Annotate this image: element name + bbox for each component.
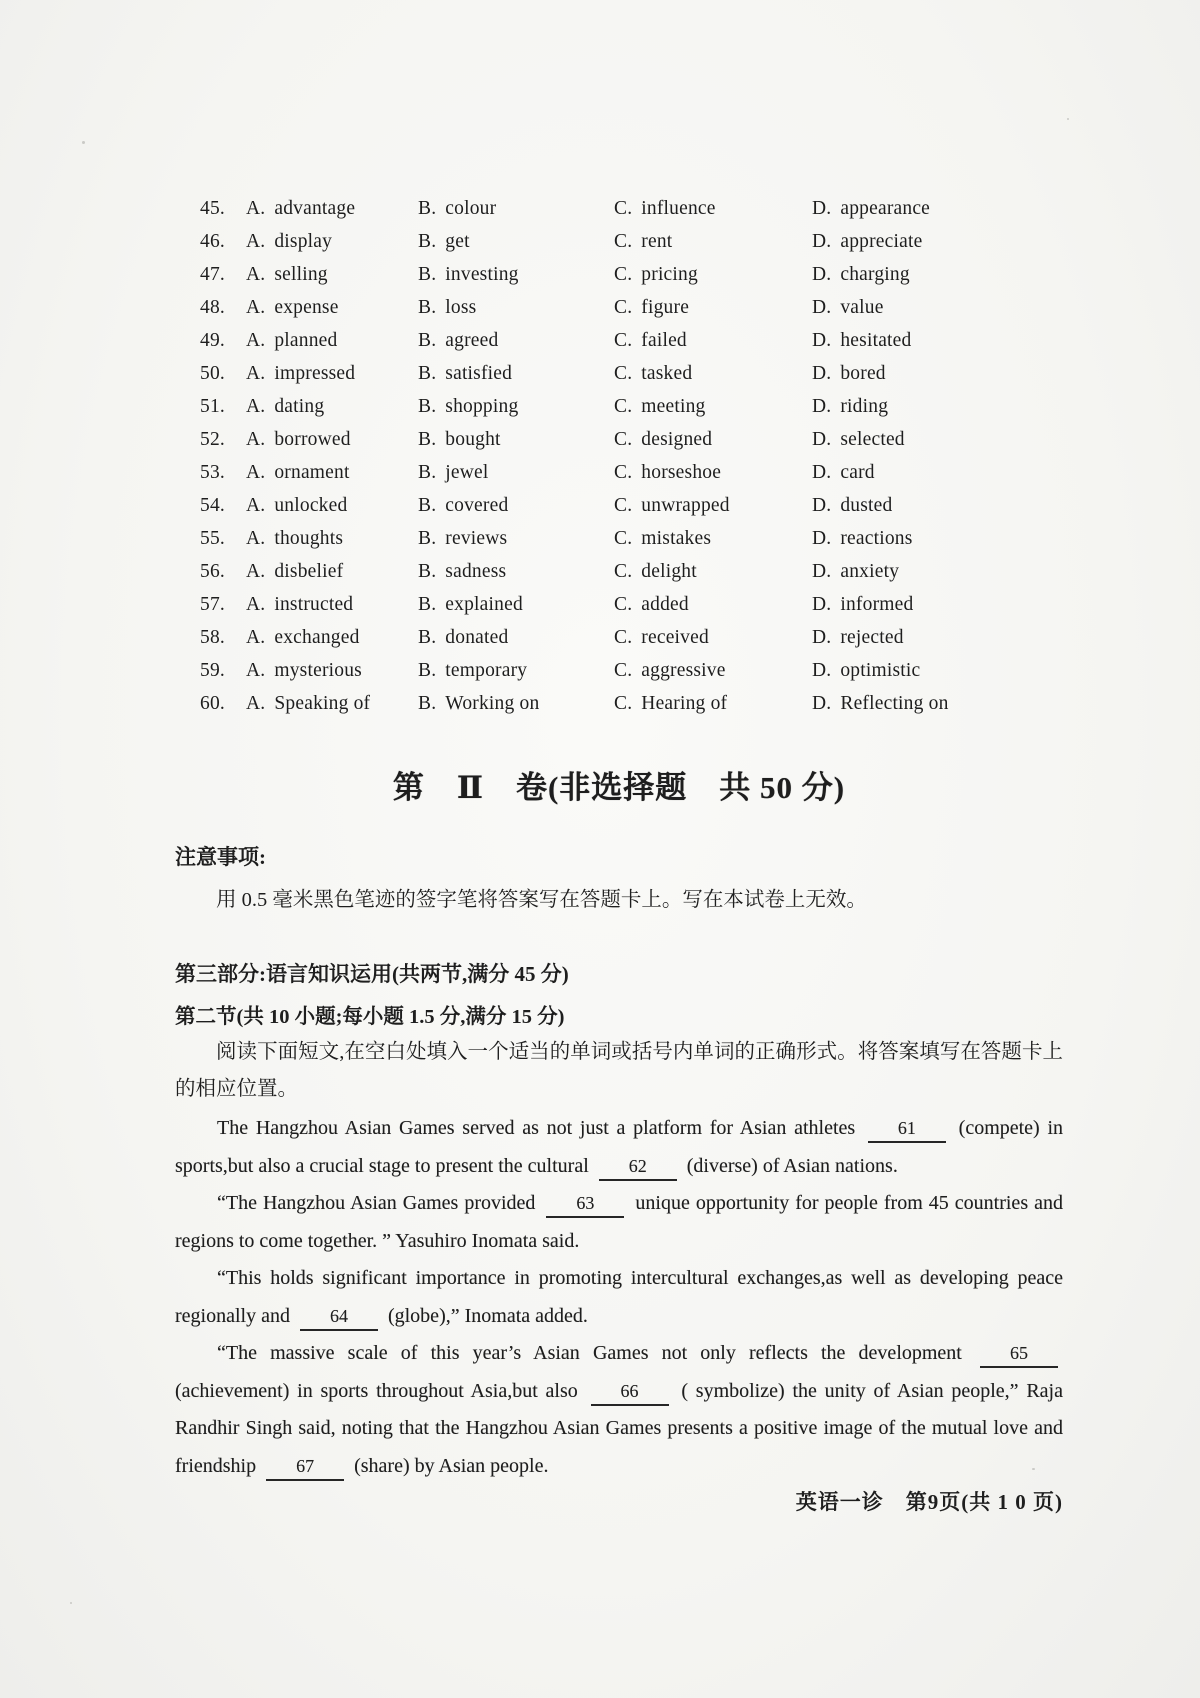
mcq-row xyxy=(200,687,1063,720)
option-text: failed xyxy=(641,330,687,351)
option-text: pricing xyxy=(641,264,698,285)
option-letter: B. xyxy=(418,264,437,285)
option-letter: B. xyxy=(418,198,437,219)
option-letter: B. xyxy=(418,627,437,648)
mcq-option-a xyxy=(246,654,418,687)
option-letter: D. xyxy=(812,198,832,219)
mcq-option-b xyxy=(418,621,614,654)
mcq-row xyxy=(200,423,1063,456)
question-number: 52. xyxy=(200,429,225,450)
mcq-option-b xyxy=(418,687,614,720)
option-text: temporary xyxy=(445,660,528,681)
option-letter: A. xyxy=(246,660,266,681)
option-text: influence xyxy=(641,198,716,219)
question-number: 54. xyxy=(200,495,225,516)
question-number: 59. xyxy=(200,660,225,681)
option-text: added xyxy=(641,594,689,615)
cloze-blank: 63 xyxy=(546,1193,624,1218)
mcq-row xyxy=(200,555,1063,588)
mcq-row xyxy=(200,522,1063,555)
option-text: display xyxy=(274,231,333,252)
mcq-option-b xyxy=(418,291,614,324)
option-letter: B. xyxy=(418,528,437,549)
passage-text: (share) by Asian people. xyxy=(349,1454,549,1477)
option-text: instructed xyxy=(274,594,354,615)
option-text: get xyxy=(445,231,470,252)
option-text: agreed xyxy=(445,330,499,351)
mcq-option-c xyxy=(614,390,812,423)
mcq-option-b xyxy=(418,357,614,390)
mcq-option-d xyxy=(812,258,1063,291)
mcq-row xyxy=(200,291,1063,324)
option-letter: A. xyxy=(246,528,266,549)
option-letter: D. xyxy=(812,594,832,615)
mcq-row xyxy=(200,621,1063,654)
mcq-option-a xyxy=(246,192,418,225)
notes-body: 用 0.5 毫米黑色笔迹的签字笔将答案写在答题卡上。写在本试卷上无效。 xyxy=(216,889,867,911)
option-text: Speaking of xyxy=(274,693,371,714)
cloze-passage xyxy=(175,1110,1063,1485)
option-text: ornament xyxy=(274,462,350,483)
page-content xyxy=(175,192,1063,1516)
question-number: 46. xyxy=(200,231,225,252)
option-letter: A. xyxy=(246,363,266,384)
cloze-instruction: 阅读下面短文,在空白处填入一个适当的单词或括号内单词的正确形式。将答案填写在答题卡上的相应位置。 xyxy=(175,1041,1063,1100)
cloze-blank: 66 xyxy=(591,1381,669,1406)
question-number: 60. xyxy=(200,693,225,714)
passage-text: “The Hangzhou Asian Games provided xyxy=(217,1192,542,1214)
option-text: colour xyxy=(445,198,497,219)
option-letter: D. xyxy=(812,429,832,450)
passage-paragraph xyxy=(175,1185,1063,1260)
question-number: 48. xyxy=(200,297,225,318)
option-letter: A. xyxy=(246,462,266,483)
option-letter: D. xyxy=(812,396,832,417)
option-text: horseshoe xyxy=(641,462,722,483)
option-text: aggressive xyxy=(641,660,726,681)
option-text: mistakes xyxy=(641,528,712,549)
option-letter: D. xyxy=(812,660,832,681)
passage-paragraph xyxy=(175,1260,1063,1335)
mcq-option-b xyxy=(418,654,614,687)
option-text: unwrapped xyxy=(641,495,730,516)
mcq-option-c xyxy=(614,654,812,687)
passage-text: unique opportunity for people from 45 countries and regions to come together. ” Yasuhiro Inomata said. xyxy=(175,1192,1063,1252)
option-text: mysterious xyxy=(274,660,362,681)
mcq-option-b xyxy=(418,225,614,258)
mcq-option-a xyxy=(246,621,418,654)
option-text: sadness xyxy=(445,561,507,582)
mcq-option-c xyxy=(614,291,812,324)
mcq-option-d xyxy=(812,588,1063,621)
option-text: figure xyxy=(641,297,690,318)
option-text: Reflecting on xyxy=(840,693,949,714)
question-number: 50. xyxy=(200,363,225,384)
mcq-option-b xyxy=(418,588,614,621)
mcq-option-a xyxy=(246,324,418,357)
mcq-option-d xyxy=(812,324,1063,357)
option-letter: C. xyxy=(614,495,633,516)
scan-speck xyxy=(70,1602,72,1604)
mcq-option-b xyxy=(418,324,614,357)
mcq-option-b xyxy=(418,522,614,555)
option-letter: A. xyxy=(246,396,266,417)
option-letter: C. xyxy=(614,594,633,615)
mcq-option-d xyxy=(812,456,1063,489)
mcq-option-d xyxy=(812,423,1063,456)
option-text: selected xyxy=(840,429,905,450)
mcq-option-a xyxy=(246,423,418,456)
question-number: 53. xyxy=(200,462,225,483)
option-letter: C. xyxy=(614,231,633,252)
mcq-option-d xyxy=(812,621,1063,654)
option-letter: D. xyxy=(812,264,832,285)
mcq-option-c xyxy=(614,489,812,522)
option-letter: C. xyxy=(614,264,633,285)
mcq-option-b xyxy=(418,390,614,423)
option-letter: B. xyxy=(418,462,437,483)
scan-speck xyxy=(82,141,85,144)
option-letter: D. xyxy=(812,363,832,384)
option-text: charging xyxy=(840,264,910,285)
option-letter: A. xyxy=(246,495,266,516)
option-letter: D. xyxy=(812,561,832,582)
option-text: value xyxy=(840,297,884,318)
option-letter: D. xyxy=(812,528,832,549)
mcq-option-a xyxy=(246,357,418,390)
option-letter: C. xyxy=(614,660,633,681)
passage-text: (globe),” Inomata added. xyxy=(382,1304,588,1327)
option-text: optimistic xyxy=(840,660,921,681)
part-3-section-2-heading: 第二节(共 10 小题;每小题 1.5 分,满分 15 分) xyxy=(175,1006,565,1028)
option-letter: A. xyxy=(246,627,266,648)
mcq-option-b xyxy=(418,456,614,489)
option-letter: B. xyxy=(418,660,437,681)
option-text: jewel xyxy=(445,462,489,483)
option-text: anxiety xyxy=(840,561,900,582)
option-letter: A. xyxy=(246,330,266,351)
option-text: delight xyxy=(641,561,697,582)
mcq-option-a xyxy=(246,390,418,423)
mcq-option-b xyxy=(418,258,614,291)
option-text: explained xyxy=(445,594,523,615)
option-letter: B. xyxy=(418,495,437,516)
option-letter: A. xyxy=(246,297,266,318)
option-text: donated xyxy=(445,627,509,648)
mcq-row xyxy=(200,357,1063,390)
option-letter: D. xyxy=(812,627,832,648)
option-text: Working on xyxy=(445,693,540,714)
option-letter: A. xyxy=(246,594,266,615)
option-letter: C. xyxy=(614,396,633,417)
option-text: satisfied xyxy=(445,363,513,384)
mcq-row xyxy=(200,225,1063,258)
mcq-option-d xyxy=(812,192,1063,225)
option-text: Hearing of xyxy=(641,693,728,714)
cloze-blank: 65 xyxy=(980,1343,1058,1368)
mcq-row xyxy=(200,192,1063,225)
mcq-option-c xyxy=(614,324,812,357)
option-letter: C. xyxy=(614,561,633,582)
option-letter: D. xyxy=(812,495,832,516)
option-letter: C. xyxy=(614,363,633,384)
mcq-option-c xyxy=(614,456,812,489)
option-text: appearance xyxy=(840,198,931,219)
option-letter: B. xyxy=(418,363,437,384)
mcq-option-d xyxy=(812,522,1063,555)
option-text: appreciate xyxy=(840,231,923,252)
option-letter: C. xyxy=(614,693,633,714)
option-text: impressed xyxy=(274,363,356,384)
question-number: 56. xyxy=(200,561,225,582)
mcq-option-a xyxy=(246,258,418,291)
option-text: rent xyxy=(641,231,673,252)
question-number: 45. xyxy=(200,198,225,219)
passage-text: (achievement) in sports throughout Asia,but also xyxy=(175,1379,586,1402)
option-text: exchanged xyxy=(274,627,360,648)
mcq-row xyxy=(200,654,1063,687)
option-text: received xyxy=(641,627,709,648)
option-letter: A. xyxy=(246,429,266,450)
question-number: 58. xyxy=(200,627,225,648)
mcq-option-c xyxy=(614,621,812,654)
mcq-option-c xyxy=(614,522,812,555)
option-letter: B. xyxy=(418,429,437,450)
mcq-row xyxy=(200,456,1063,489)
option-letter: C. xyxy=(614,330,633,351)
option-text: selling xyxy=(274,264,328,285)
mcq-row xyxy=(200,324,1063,357)
section-2-title: 第 Ⅱ 卷(非选择题 共 50 分) xyxy=(392,770,846,805)
option-letter: A. xyxy=(246,693,266,714)
question-number: 47. xyxy=(200,264,225,285)
option-letter: B. xyxy=(418,396,437,417)
option-text: reviews xyxy=(445,528,508,549)
mcq-option-d xyxy=(812,654,1063,687)
mcq-option-d xyxy=(812,357,1063,390)
option-text: bought xyxy=(445,429,501,450)
question-number: 51. xyxy=(200,396,225,417)
mcq-option-c xyxy=(614,588,812,621)
mcq-option-c xyxy=(614,258,812,291)
mcq-option-a xyxy=(246,555,418,588)
option-text: rejected xyxy=(840,627,904,648)
part-3-heading: 第三部分:语言知识运用(共两节,满分 45 分) xyxy=(175,962,569,986)
passage-paragraph xyxy=(175,1335,1063,1485)
question-number: 55. xyxy=(200,528,225,549)
option-letter: B. xyxy=(418,231,437,252)
mcq-option-a xyxy=(246,687,418,720)
cloze-blank: 62 xyxy=(599,1156,677,1181)
mcq-option-c xyxy=(614,357,812,390)
option-text: riding xyxy=(840,396,889,417)
option-text: shopping xyxy=(445,396,519,417)
option-text: advantage xyxy=(274,198,356,219)
option-text: expense xyxy=(274,297,339,318)
mcq-option-list xyxy=(200,192,1063,720)
question-number: 57. xyxy=(200,594,225,615)
option-text: meeting xyxy=(641,396,706,417)
option-letter: A. xyxy=(246,198,266,219)
option-text: tasked xyxy=(641,363,693,384)
mcq-option-c xyxy=(614,423,812,456)
option-letter: D. xyxy=(812,693,832,714)
option-letter: B. xyxy=(418,330,437,351)
option-text: dusted xyxy=(840,495,893,516)
option-text: unlocked xyxy=(274,495,348,516)
mcq-row xyxy=(200,588,1063,621)
mcq-option-d xyxy=(812,555,1063,588)
passage-text: “The massive scale of this year’s Asian Games not only reflects the development xyxy=(217,1342,975,1364)
option-letter: C. xyxy=(614,297,633,318)
option-letter: C. xyxy=(614,627,633,648)
page-footer: 英语一诊 第9页(共 1 0 页) xyxy=(795,1490,1063,1514)
notes-heading: 注意事项: xyxy=(175,845,266,869)
mcq-option-c xyxy=(614,225,812,258)
question-number: 49. xyxy=(200,330,225,351)
option-text: loss xyxy=(445,297,477,318)
option-text: bored xyxy=(840,363,886,384)
passage-text: (diverse) of Asian nations. xyxy=(681,1154,898,1177)
mcq-row xyxy=(200,390,1063,423)
option-letter: A. xyxy=(246,264,266,285)
mcq-row xyxy=(200,258,1063,291)
mcq-option-b xyxy=(418,489,614,522)
mcq-option-a xyxy=(246,291,418,324)
option-text: investing xyxy=(445,264,519,285)
passage-text: The Hangzhou Asian Games served as not just a platform for Asian athletes xyxy=(217,1117,863,1139)
option-letter: D. xyxy=(812,462,832,483)
option-text: planned xyxy=(274,330,338,351)
option-letter: C. xyxy=(614,198,633,219)
option-letter: B. xyxy=(418,594,437,615)
option-text: covered xyxy=(445,495,509,516)
option-text: card xyxy=(840,462,875,483)
option-letter: C. xyxy=(614,528,633,549)
mcq-option-d xyxy=(812,687,1063,720)
option-text: dating xyxy=(274,396,325,417)
mcq-option-d xyxy=(812,291,1063,324)
passage-paragraph xyxy=(175,1110,1063,1185)
passage-text: “This holds significant importance in promoting intercultural exchanges,as well as developing peace regionally and xyxy=(175,1267,1063,1327)
option-letter: C. xyxy=(614,462,633,483)
mcq-option-a xyxy=(246,456,418,489)
mcq-option-a xyxy=(246,225,418,258)
mcq-option-c xyxy=(614,687,812,720)
mcq-option-d xyxy=(812,489,1063,522)
option-text: borrowed xyxy=(274,429,351,450)
option-text: thoughts xyxy=(274,528,344,549)
option-letter: A. xyxy=(246,231,266,252)
option-letter: B. xyxy=(418,693,437,714)
option-letter: D. xyxy=(812,231,832,252)
mcq-option-a xyxy=(246,489,418,522)
option-text: disbelief xyxy=(274,561,344,582)
mcq-option-a xyxy=(246,588,418,621)
mcq-option-b xyxy=(418,555,614,588)
option-text: reactions xyxy=(840,528,913,549)
option-letter: B. xyxy=(418,297,437,318)
mcq-row xyxy=(200,489,1063,522)
passage-text: ( symbolize) the unity of Asian people,” Raja Randhir Singh said, noting that the Hangzhou Asian Games presents a positive image of the mutual love and friendship xyxy=(175,1379,1063,1477)
mcq-option-d xyxy=(812,225,1063,258)
option-letter: A. xyxy=(246,561,266,582)
scan-speck xyxy=(1067,118,1069,120)
mcq-option-b xyxy=(418,192,614,225)
cloze-blank: 64 xyxy=(300,1306,378,1331)
cloze-blank: 67 xyxy=(266,1456,344,1481)
mcq-option-d xyxy=(812,390,1063,423)
option-letter: B. xyxy=(418,561,437,582)
mcq-option-b xyxy=(418,423,614,456)
mcq-option-a xyxy=(246,522,418,555)
cloze-blank: 61 xyxy=(868,1118,946,1143)
option-text: hesitated xyxy=(840,330,912,351)
option-letter: D. xyxy=(812,330,832,351)
option-text: informed xyxy=(840,594,914,615)
option-letter: D. xyxy=(812,297,832,318)
option-letter: C. xyxy=(614,429,633,450)
passage-text: (compete) in sports,but also a crucial stage to present the cultural xyxy=(175,1117,1064,1177)
mcq-option-c xyxy=(614,192,812,225)
mcq-option-c xyxy=(614,555,812,588)
option-text: designed xyxy=(641,429,713,450)
